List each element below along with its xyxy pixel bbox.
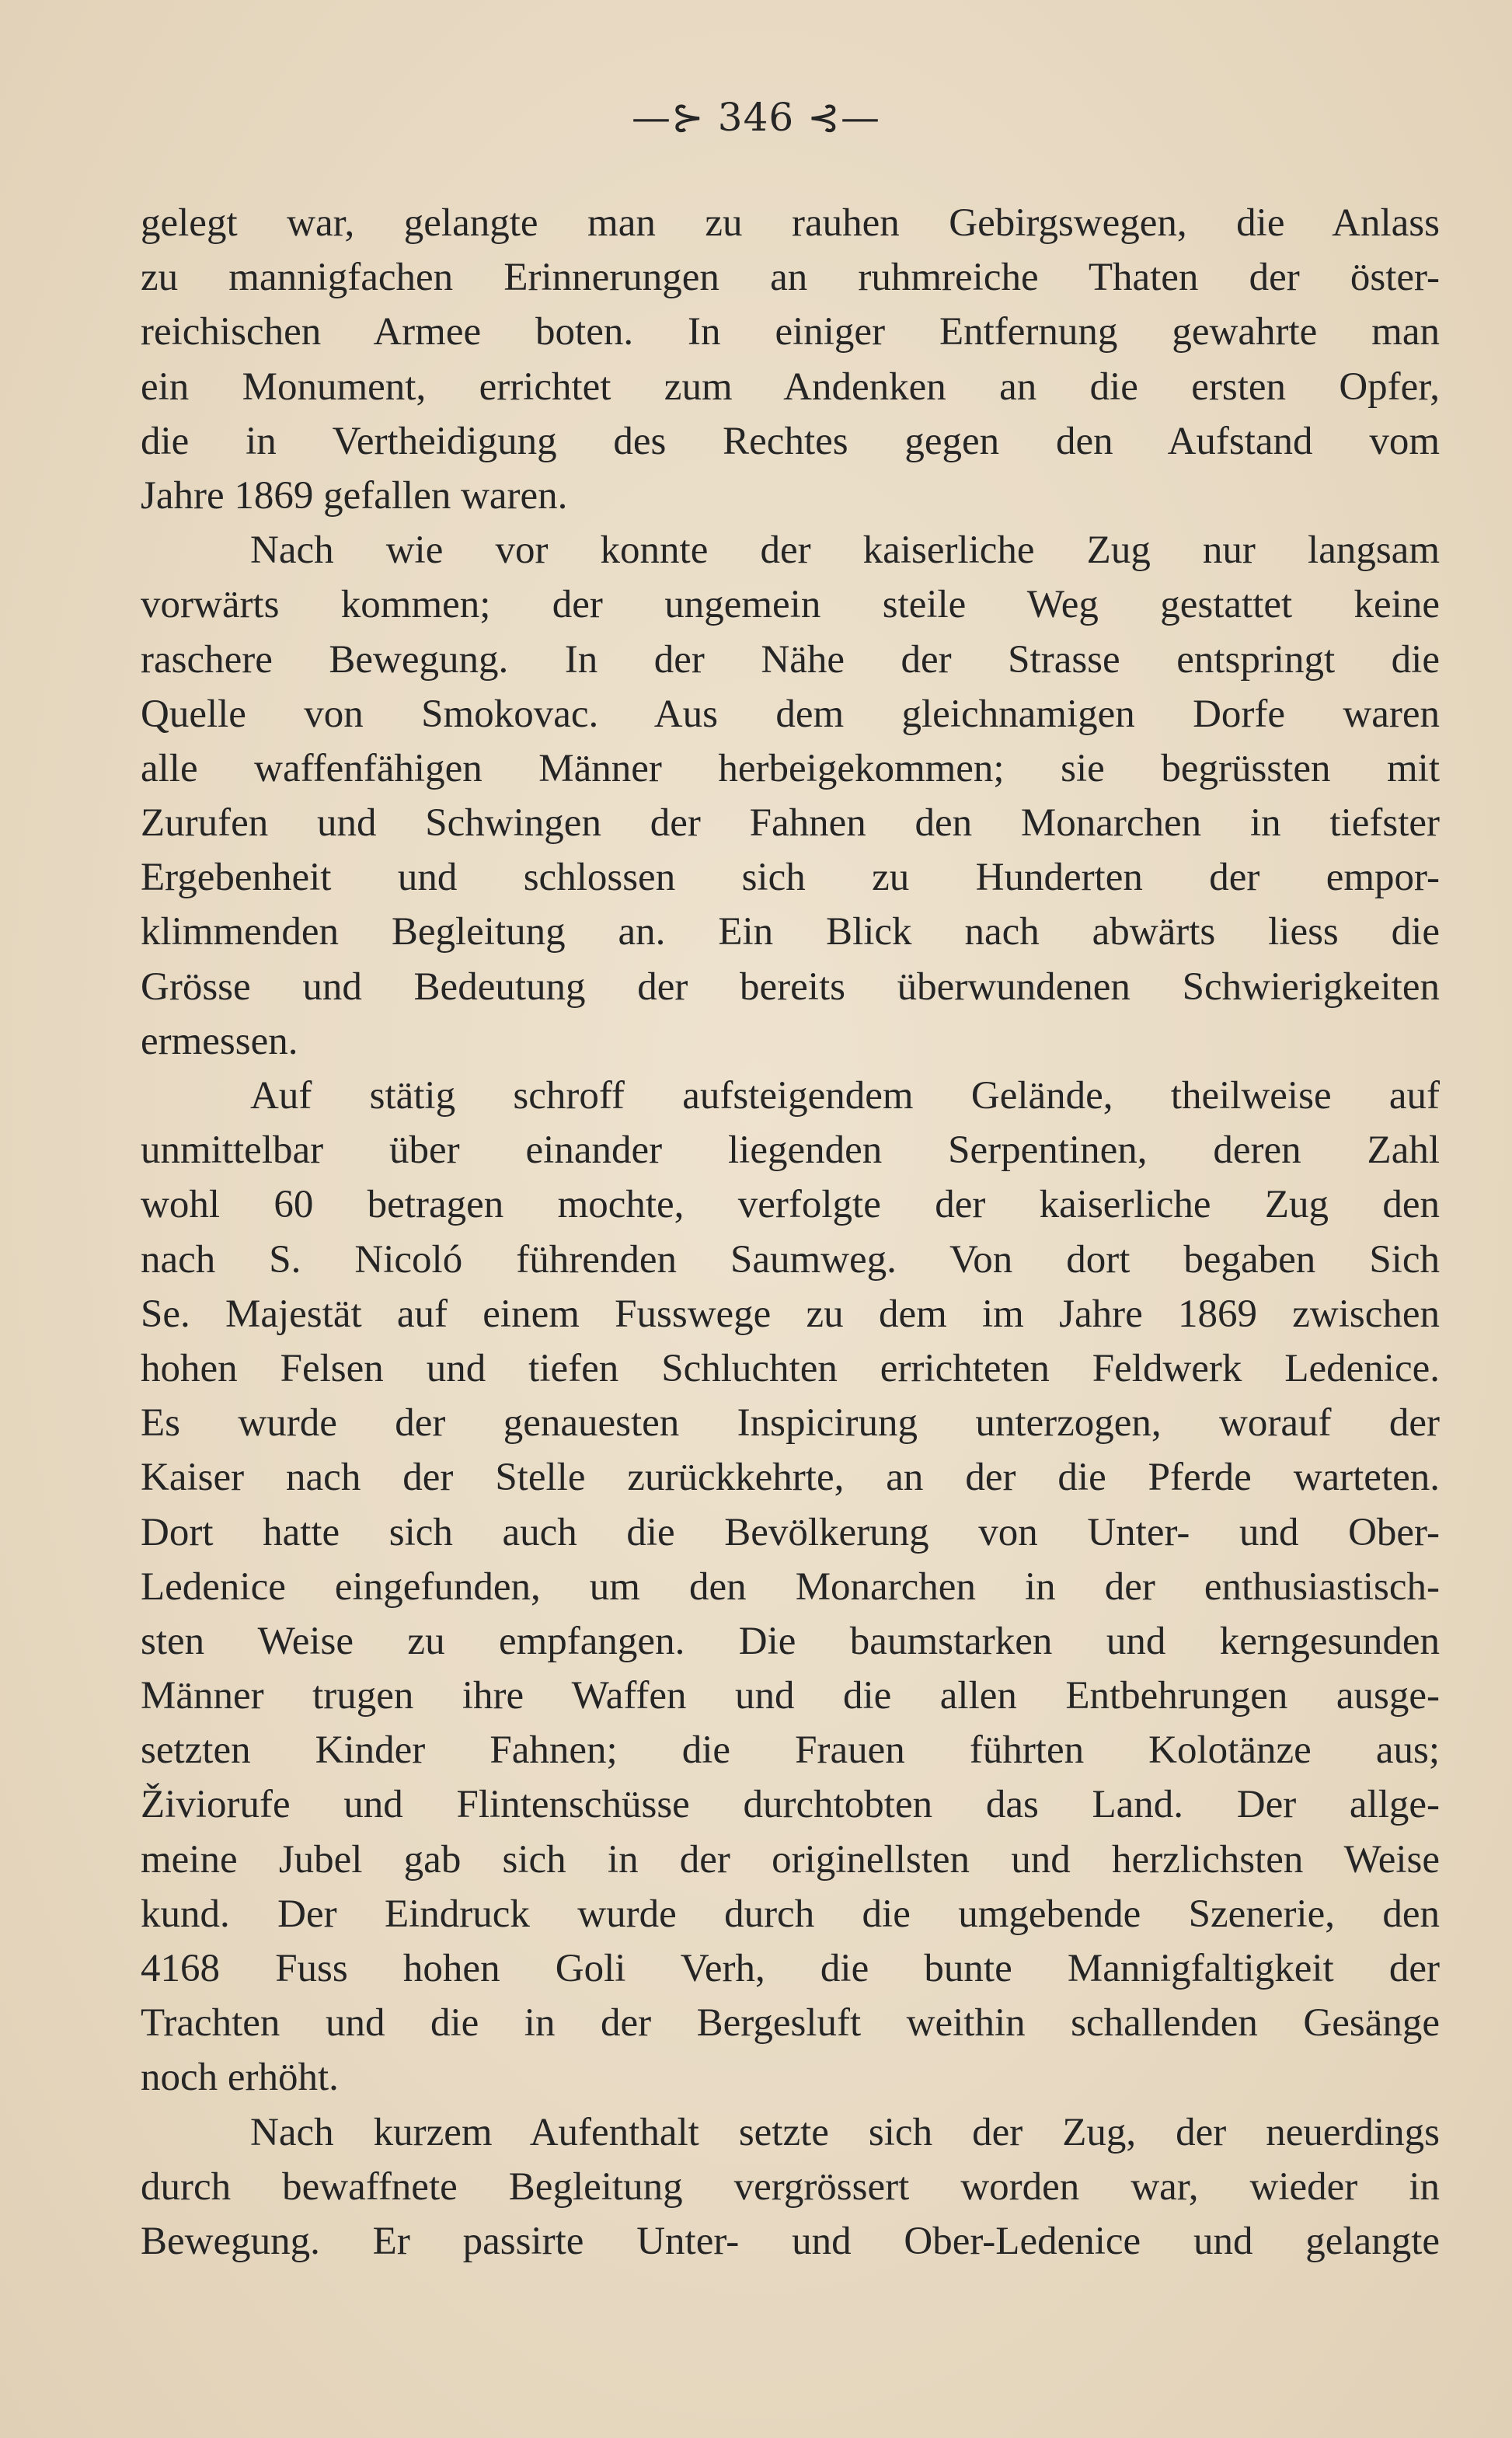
text-line: unmittelbar über einander liegenden Serpentinen, deren Zahl	[141, 1128, 1440, 1173]
text-line: die in Vertheidigung des Rechtes gegen den Aufstand vom	[141, 419, 1440, 463]
text-line: kund. Der Eindruck wurde durch die umgebende Szenerie, den	[141, 1892, 1440, 1936]
text-line: reichischen Armee boten. In einiger Entfernung gewahrte man	[141, 310, 1440, 354]
text-line: wohl 60 betragen mochte, verfolgte der kaiserliche Zug den	[141, 1183, 1440, 1227]
text-line: raschere Bewegung. In der Nähe der Strasse entspringt die	[141, 637, 1440, 682]
text-line: Ledenice eingefunden, um den Monarchen in der enthusiastisch-	[141, 1564, 1440, 1609]
text-line: 4168 Fuss hohen Goli Verh, die bunte Mannigfaltigkeit der	[141, 1947, 1440, 1990]
text-line: nach S. Nicoló führenden Saumweg. Von dort begaben Sich	[141, 1237, 1440, 1282]
text-line: setzten Kinder Fahnen; die Frauen führten Kolotänze aus;	[141, 1728, 1440, 1773]
text-line: ermessen.	[141, 1019, 298, 1063]
text-line: Bewegung. Er passirte Unter- und Ober-Ledenice und gelangte	[141, 2219, 1440, 2263]
body-text	[141, 196, 1440, 2269]
text-line: Auf stätig schroff aufsteigendem Gelände, theilweise auf	[250, 1074, 1440, 1118]
text-line: sten Weise zu empfangen. Die baumstarken und kerngesunden	[141, 1619, 1440, 1663]
text-line: Kaiser nach der Stelle zurückkehrte, an der die Pferde warteten.	[141, 1456, 1440, 1500]
text-line: Nach kurzem Aufenthalt setzte sich der Zug, der neuerdings	[250, 2110, 1440, 2154]
text-line: klimmenden Begleitung an. Ein Blick nach abwärts liess die	[141, 910, 1440, 954]
text-line: ein Monument, errichtet zum Andenken an die ersten Opfer,	[141, 364, 1440, 409]
text-line: Dort hatte sich auch die Bevölkerung von Unter- und Ober-	[141, 1510, 1440, 1554]
text-line: vorwärts kommen; der ungemein steile Weg gestattet keine	[141, 583, 1440, 627]
text-line: Es wurde der genauesten Inspicirung unterzogen, worauf der	[141, 1401, 1440, 1446]
text-line: Živiorufe und Flintenschüsse durchtobten das Land. Der allge-	[141, 1783, 1440, 1827]
page-number: —⊱ 346 ⊰—	[631, 95, 880, 140]
text-line: Zurufen und Schwingen der Fahnen den Monarchen in tiefster	[141, 801, 1440, 846]
text-line: gelegt war, gelangte man zu rauhen Gebirgswegen, die Anlass	[141, 201, 1440, 245]
text-line: Trachten und die in der Bergesluft weithin schallenden Gesänge	[141, 2001, 1440, 2046]
text-line: Quelle von Smokovac. Aus dem gleichnamigen Dorfe waren	[141, 692, 1440, 736]
text-line: meine Jubel gab sich in der originellsten und herzlichsten Weise	[141, 1837, 1440, 1882]
text-line: Nach wie vor konnte der kaiserliche Zug nur langsam	[250, 528, 1440, 573]
text-line: hohen Felsen und tiefen Schluchten errichteten Feldwerk Ledenice.	[141, 1346, 1440, 1390]
text-line: Se. Majestät auf einem Fusswege zu dem im Jahre 1869 zwischen	[141, 1292, 1440, 1336]
text-line: durch bewaffnete Begleitung vergrössert worden war, wieder in	[141, 2164, 1440, 2209]
text-line: noch erhöht.	[141, 2056, 339, 2100]
text-line: Männer trugen ihre Waffen und die allen Entbehrungen ausge-	[141, 1674, 1440, 1718]
text-line: Jahre 1869 gefallen waren.	[141, 473, 568, 518]
text-line: Ergebenheit und schlossen sich zu Hunderten der empor-	[141, 856, 1440, 900]
text-line: Grösse und Bedeutung der bereits überwundenen Schwierigkeiten	[141, 964, 1440, 1009]
text-line: alle waffenfähigen Männer herbeigekommen; sie begrüssten mit	[141, 746, 1440, 790]
text-line: zu mannigfachen Erinnerungen an ruhmreiche Thaten der öster-	[141, 256, 1440, 300]
